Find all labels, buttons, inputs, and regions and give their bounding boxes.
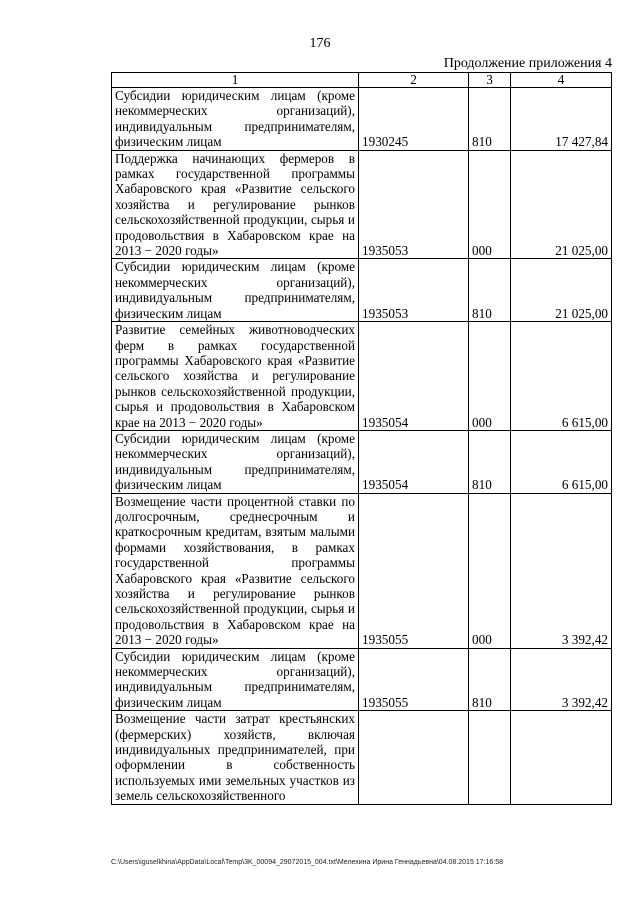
row-amount: 3 392,42: [511, 648, 612, 711]
table-row: [112, 493, 612, 648]
row-code: 1935054: [359, 430, 469, 493]
row-code: 1935055: [359, 493, 469, 648]
row-code: [359, 711, 469, 804]
table-row: [112, 430, 612, 493]
table-row: [112, 711, 612, 804]
row-type: 810: [469, 430, 511, 493]
row-type: 810: [469, 648, 511, 711]
row-code: 1935053: [359, 150, 469, 259]
table-row: [112, 322, 612, 431]
row-amount: 21 025,00: [511, 150, 612, 259]
table-row: [112, 88, 612, 151]
header-cell-2: 2: [359, 73, 469, 88]
row-amount: 6 615,00: [511, 322, 612, 431]
table-row: [112, 648, 612, 711]
row-name: Поддержка начинающих фермеров в рамках государственной программы Хабаровского края «Развитие сельского хозяйства и регулирование рынков сельскохозяйственной продукции, сырья и продовольствия в Хабаровском крае на 2013 − 2020 годы»: [112, 150, 359, 259]
row-name: Возмещение части затрат крестьянских (фермерских) хозяйств, включая индивидуальных предпринимателей, при оформлении в собственность используемых ими земельных участков из земель сельскохозяйственного: [112, 711, 359, 804]
table-header-row: [112, 73, 612, 88]
row-name: Субсидии юридическим лицам (кроме некоммерческих организаций), индивидуальным предпринимателям, физическим лицам: [112, 430, 359, 493]
header-cell-4: 4: [511, 73, 612, 88]
footer-file-path: C:\Users\iguselkhina\AppData\Local\Temp\3K_00094_29072015_004.txt\Мелехина Ирина Геннадьевна\04.08.2015 17:16:58: [111, 859, 504, 866]
row-amount: 3 392,42: [511, 493, 612, 648]
row-code: 1930245: [359, 88, 469, 151]
row-name: Возмещение части процентной ставки по долгосрочным, среднесрочным и краткосрочным кредитам, взятым малыми формами хозяйствования, в рамках государственной программы Хабаровского края «Развитие сельского хозяйства и регулирование рынков сельскохозяйственной продукции, сырья и продовольствия в Хабаровском крае на 2013 − 2020 годы»: [112, 493, 359, 648]
budget-table: [111, 72, 612, 805]
row-amount: 6 615,00: [511, 430, 612, 493]
row-code: 1935055: [359, 648, 469, 711]
row-type: 000: [469, 150, 511, 259]
page-number: 176: [309, 36, 331, 51]
row-name: Субсидии юридическим лицам (кроме некоммерческих организаций), индивидуальным предпринимателям, физическим лицам: [112, 88, 359, 151]
row-code: 1935053: [359, 259, 469, 322]
table-row: [112, 150, 612, 259]
row-amount: 21 025,00: [511, 259, 612, 322]
row-name: Развитие семейных животноводческих ферм в рамках государственной программы Хабаровского края «Развитие сельского хозяйства и регулирование рынков сельскохозяйственной продукции, сырья и продовольствия в Хабаровском крае на 2013 − 2020 годы»: [112, 322, 359, 431]
row-type: [469, 711, 511, 804]
row-type: 810: [469, 259, 511, 322]
continuation-label: Продолжение приложения 4: [443, 56, 612, 71]
row-code: 1935054: [359, 322, 469, 431]
row-type: 000: [469, 493, 511, 648]
row-amount: [511, 711, 612, 804]
row-type: 810: [469, 88, 511, 151]
row-name: Субсидии юридическим лицам (кроме некоммерческих организаций), индивидуальным предпринимателям, физическим лицам: [112, 648, 359, 711]
row-amount: 17 427,84: [511, 88, 612, 151]
header-cell-3: 3: [469, 73, 511, 88]
header-cell-1: 1: [112, 73, 359, 88]
row-type: 000: [469, 322, 511, 431]
row-name: Субсидии юридическим лицам (кроме некоммерческих организаций), индивидуальным предпринимателям, физическим лицам: [112, 259, 359, 322]
table-row: [112, 259, 612, 322]
